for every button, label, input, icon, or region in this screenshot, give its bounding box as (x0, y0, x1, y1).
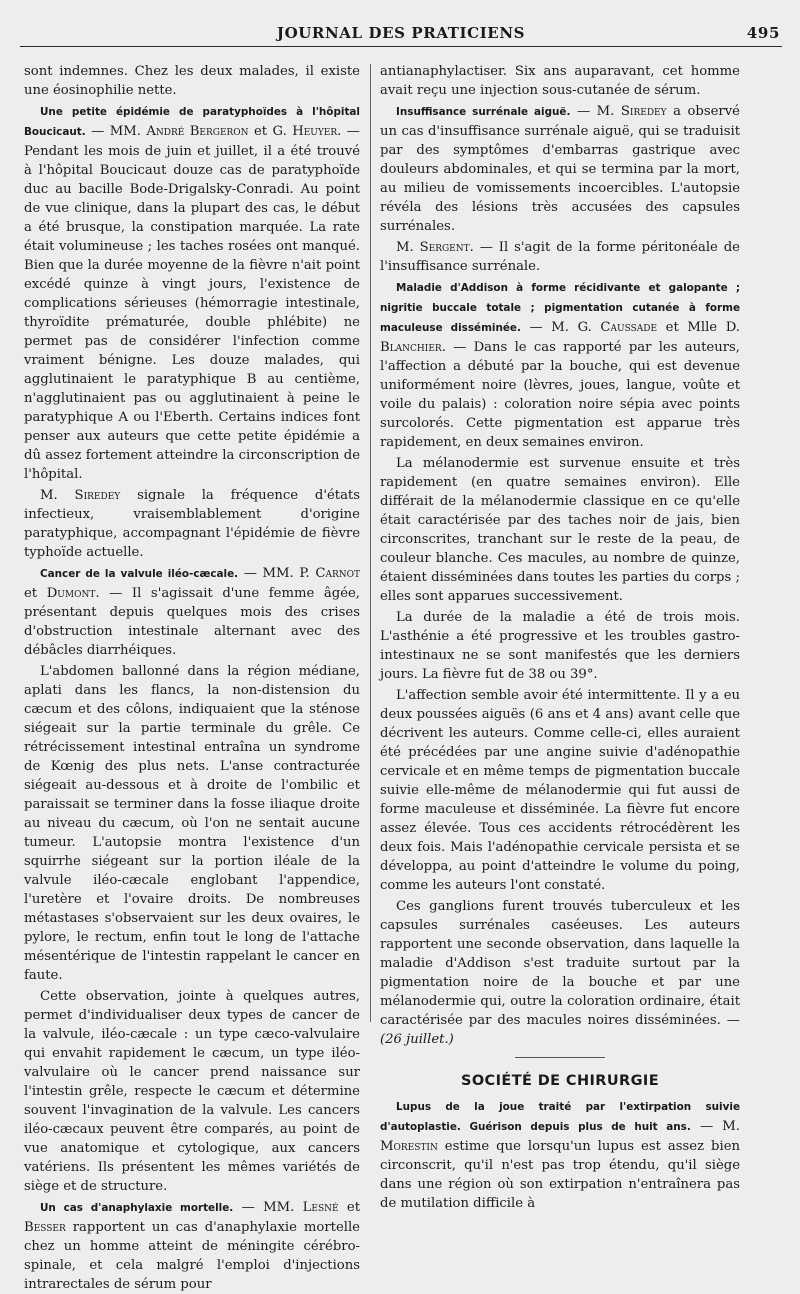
author-name: Sergent (419, 240, 470, 255)
text: — M. (570, 104, 621, 119)
text: — MM. (238, 566, 300, 581)
article-body: a observé un cas d'insuffisance surrénale aiguë, qui se traduisit par des symptômes d'embarras gastrique avec douleurs abdominales, et qui se termina par la mort, au milieu de vomissements incoercibles. L'autopsie révéla des lésions très accusées des capsules surrénales. (380, 104, 740, 234)
paragraph: La durée de la maladie a été de trois mois. L'asthénie a été progressive et les troubles gastro-intestinaux ne se sont manifestés que les derniers jours. La fièvre fut de 38 ou 39°. (380, 610, 740, 682)
article-body: estime que lorsqu'un lupus est assez bien circonscrit, qu'il n'est pas trop étendu, qu'il siège dans une région où son extirpation n'entraînera pas de mutilation difficile à (380, 1139, 740, 1211)
paragraph: La mélanodermie est survenue ensuite et très rapidement (en quatre semaines environ). Elle différait de la mélanodermie classique en ce qu'elle était caractérisée par des taches noir de jais, bien circonscrites, tranchant sur le reste de la peau, de couleur blanche. Ces macules, au nombre de quinze, étaient disséminées dans toutes les parties du corps ; elles sont apparues successivement. (380, 456, 740, 604)
author-name: Besser (24, 1220, 66, 1235)
text: — M. (520, 320, 578, 335)
article-adrenal-insufficiency (380, 102, 740, 236)
article-addison (380, 278, 740, 452)
author-name: G. Heuyer (272, 124, 338, 139)
text: M. (40, 488, 75, 503)
text: et Mlle (657, 320, 726, 335)
paragraph-body: signale la fréquence d'états infectieux, vraisemblablement d'origine paratyphique, accompagnant l'épidémie de fièvre typhoïde actuelle. (24, 488, 360, 560)
paragraph: L'abdomen ballonné dans la région médiane, aplati dans les flancs, la non-distension du cæcum et des côlons, indiquaient que la sténose siégeait sur la partie terminale du grêle. Ce rétrécissement intestinal entraîna un syndrome de Kœnig des plus nets. L'anse contracturée siégeait au-dessous et à droite de l'ombilic et paraissait se terminer dans la fosse iliaque droite au niveau du cæcum, où l'on ne sentait aucune tumeur. L'autopsie montra l'existence d'un squirrhe siégeant sur la portion iléale de la valvule iléo-cæcale englobant l'appendice, l'uretère et l'ovaire droits. De nombreuses métastases s'observaient sur les deux ovaires, le pylore, le rectum, enfin tout le long de l'attache mésentérique de l'intestin rappelant le cancer en faute. (24, 664, 360, 983)
text: — M. (690, 1119, 740, 1134)
text: — MM. (85, 124, 147, 139)
text: M. (396, 240, 420, 255)
paragraph: antianaphylactiser. Six ans auparavant, cet homme avait reçu une injection sous-cutanée de sérum. (380, 64, 740, 98)
author-name: Dumont (46, 586, 96, 601)
paragraph: sont indemnes. Chez les deux malades, il existe une éosinophilie nette. (24, 64, 360, 98)
text: et (24, 586, 47, 601)
author-name: P. Carnot (299, 566, 360, 581)
paragraph: L'affection semble avoir été intermittente. Il y a eu deux poussées aiguës (6 ans et 4 ans) avant celle que décrivent les auteurs. Comme celle-ci, elles auraient été précédées par une angine suivie d'adénopathie cervicale et en même temps de pigmentation buccale suivie elle-même de mélanodermie qui fut aussi de forme maculeuse et disséminée. La fièvre fut encore assez élevée. Tous ces accidents rétrocédèrent les deux fois. Mais l'adénopathie cervicale persista et se développa, au point d'atteindre le volume du poing, comme les auteurs l'ont constaté. (380, 688, 740, 893)
author-name: Lesné (302, 1200, 339, 1215)
article-body: rapportent un cas d'anaphylaxie mortelle chez un homme atteint de méningite cérébro-spinale, et cela malgré l'emploi d'injections intrarectales de sérum pour (24, 1220, 360, 1292)
article-heading: Cancer de la valvule iléo-cæcale. (40, 568, 239, 580)
running-header (20, 20, 782, 47)
author-name: André Bergeron (146, 124, 249, 139)
separator (515, 1057, 605, 1058)
paragraph-body: Ces ganglions furent trouvés tuberculeux et les capsules surrénales caséeuses. Les auteurs rapportent une seconde observation, dans laquelle la maladie d'Addison s'est traduite surtout par la pigmentation noire de la bouche et par une mélanodermie qui, outre la coloration ordinaire, était caractérisée par des macules noires disséminées. — (380, 899, 740, 1028)
author-name: G. Caussade (577, 320, 658, 335)
paragraph (380, 897, 740, 1049)
article-body: . — Pendant les mois de juin et juillet, il a été trouvé à l'hôpital Boucicaut douze cas de paratyphoïde duc au bacille Bode-Drigalsky-Conradi. Au point de vue clinique, dans la plupart des cas, le début a été brusque, la constipation marquée. La rate était volumineuse ; les taches rosées ont manqué. Bien que la durée moyenne de la fièvre n'ait point excédé quinze à vingt jours, l'existence de complications sérieuses (hémorragie intestinale, thyroïdite prématurée, double phlébite) ne permet pas de considérer l'infection comme vraiment bénigne. Les douze malades, qui agglutinaient le paratyphique B au centième, n'agglutinaient pas ou agglutinaient à peine le paratyphique A ou l'Eberth. Certains indices font penser aux auteurs que cette petite épidémie a dû assez fortement atteindre la circonscription de l'hôpital. (24, 124, 360, 482)
article-body: . — Dans le cas rapporté par les auteurs, l'affection a débuté par la bouche, qui est devenue uniformément noire (lèvres, joues, langue, voûte et voile du palais) : coloration noire sépia avec points surcolorés. Cette pigmentation est apparue très rapidement, en deux semaines environ. (380, 340, 740, 450)
section-title: SOCIÉTÉ DE CHIRURGIE (460, 1073, 660, 1089)
date: (26 juillet.) (380, 1032, 454, 1047)
article-heading: Insuffisance surrénale aiguë. (396, 106, 571, 118)
author-name: Siredey (74, 488, 121, 503)
left-column (24, 62, 361, 1292)
journal-title: JOURNAL DES PRATICIENS (276, 24, 526, 42)
article-body: . — Il s'agissait d'une femme âgée, présentant depuis quelques mois des crises d'obstruction intestinale alternant avec des débâcles diarrhéiques. (24, 586, 361, 658)
paragraph (380, 238, 740, 276)
paragraph-body: . — Il s'agit de la forme péritonéale de l'insuffisance surrénale. (380, 240, 740, 274)
text: et (338, 1200, 361, 1215)
text: — MM. (233, 1200, 303, 1215)
article-paratyphoid (24, 102, 360, 484)
page-number: 495 (746, 24, 780, 42)
author-name: Siredey (620, 104, 667, 119)
right-column (380, 62, 740, 1211)
article-heading: Une petite épidémie de paratyphoïdes à l'hôpital Boucicaut. (24, 106, 360, 138)
article-anaphylaxis (24, 1198, 360, 1294)
text: et (248, 124, 273, 139)
article-heading: Un cas d'anaphylaxie mortelle. (40, 1202, 234, 1214)
paragraph (24, 486, 360, 562)
paragraph: Cette observation, jointe à quelques autres, permet d'individualiser deux types de cancer de la valvule, iléo-cæcale : un type cæco-valvulaire qui envahit rapidement le cæcum, un type iléo-valvulaire où le cancer prend naissance sur l'intestin grêle, respecte le cæcum et détermine souvent l'invagination de la valvule. Les cancers iléo-cæcaux peuvent être comparés, au point de vue anatomique et cytologique, aux cancers vatériens. Ils présentent les mêmes variétés de siège et de structure. (24, 989, 360, 1194)
column-rule (370, 64, 371, 1022)
article-lupus (380, 1097, 740, 1213)
author-name: D. Blanchier (380, 320, 740, 355)
article-heading: Lupus de la joue traité par l'extirpation suivie d'autoplastie. Guérison depuis plus de huit ans. (380, 1101, 740, 1133)
article-heading: Maladie d'Addison à forme récidivante et galopante ; nigritie buccale totale ; pigmentation cutanée à forme maculeuse disséminée. (380, 282, 740, 334)
author-name: Morestin (380, 1139, 438, 1154)
article-ileocecal-cancer (24, 564, 360, 660)
